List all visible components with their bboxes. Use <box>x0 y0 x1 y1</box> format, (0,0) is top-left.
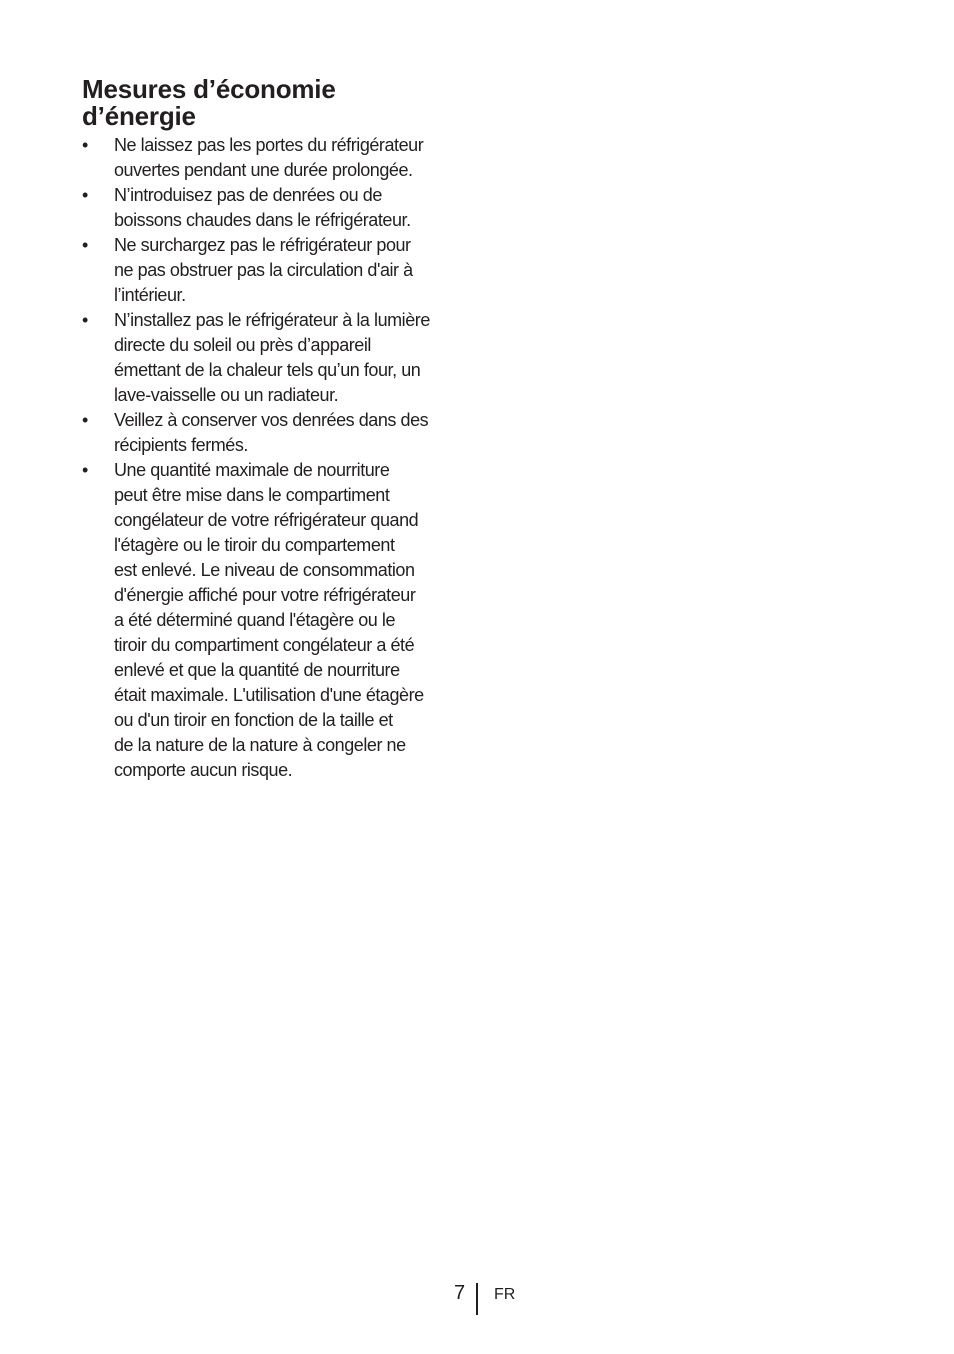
list-item-line: l’intérieur. <box>114 285 186 305</box>
list-item-line: directe du soleil ou près d’appareil <box>114 335 371 355</box>
list-item-line: peut être mise dans le compartiment <box>114 485 390 505</box>
section-title-line: Mesures d’économie <box>82 74 336 104</box>
bullet-icon: • <box>82 235 88 255</box>
bullet-icon: • <box>82 185 88 205</box>
list-item-line: Ne surchargez pas le réfrigérateur pour <box>114 235 411 255</box>
list-item <box>82 233 462 308</box>
page-number: 7 <box>454 1282 466 1304</box>
list-item-line: émettant de la chaleur tels qu’un four, un <box>114 360 421 380</box>
list-item-line: est enlevé. Le niveau de consommation <box>114 560 415 580</box>
bullet-icon: • <box>82 135 88 155</box>
list-item-line: l'étagère ou le tiroir du compartement <box>114 535 395 555</box>
list-item-line: comporte aucun risque. <box>114 760 293 780</box>
energy-saving-list <box>82 133 462 783</box>
footer-divider <box>476 1283 478 1315</box>
bullet-icon: • <box>82 410 88 430</box>
list-item-line: N’installez pas le réfrigérateur à la lumière <box>114 310 430 330</box>
list-item-line: Une quantité maximale de nourriture <box>114 460 390 480</box>
list-item-line: d'énergie affiché pour votre réfrigérateur <box>114 585 416 605</box>
list-item-line: Veillez à conserver vos denrées dans des <box>114 410 429 430</box>
list-item-line: ne pas obstruer pas la circulation d'air à <box>114 260 413 280</box>
list-item <box>82 183 462 233</box>
list-item-line: récipients fermés. <box>114 435 248 455</box>
list-item-line: enlevé et que la quantité de nourriture <box>114 660 400 680</box>
list-item <box>82 133 462 183</box>
list-item-line: boissons chaudes dans le réfrigérateur. <box>114 210 411 230</box>
section-title-line: d’énergie <box>82 101 196 131</box>
bullet-icon: • <box>82 460 88 480</box>
list-item-line: a été déterminé quand l'étagère ou le <box>114 610 396 630</box>
list-item-line: congélateur de votre réfrigérateur quand <box>114 510 419 530</box>
list-item <box>82 308 462 408</box>
language-code: FR <box>494 1286 516 1303</box>
list-item-line: de la nature de la nature à congeler ne <box>114 735 406 755</box>
list-item-line: Ne laissez pas les portes du réfrigérateur <box>114 135 424 155</box>
list-item-line: N’introduisez pas de denrées ou de <box>114 185 382 205</box>
section-title <box>82 76 462 130</box>
list-item-line: lave-vaisselle ou un radiateur. <box>114 385 339 405</box>
list-item <box>82 408 462 458</box>
list-item-line: ouvertes pendant une durée prolongée. <box>114 160 413 180</box>
list-item-line: était maximale. L'utilisation d'une étagère <box>114 685 424 705</box>
bullet-icon: • <box>82 310 88 330</box>
list-item-line: ou d'un tiroir en fonction de la taille et <box>114 710 393 730</box>
list-item <box>82 458 462 783</box>
list-item-line: tiroir du compartiment congélateur a été <box>114 635 415 655</box>
